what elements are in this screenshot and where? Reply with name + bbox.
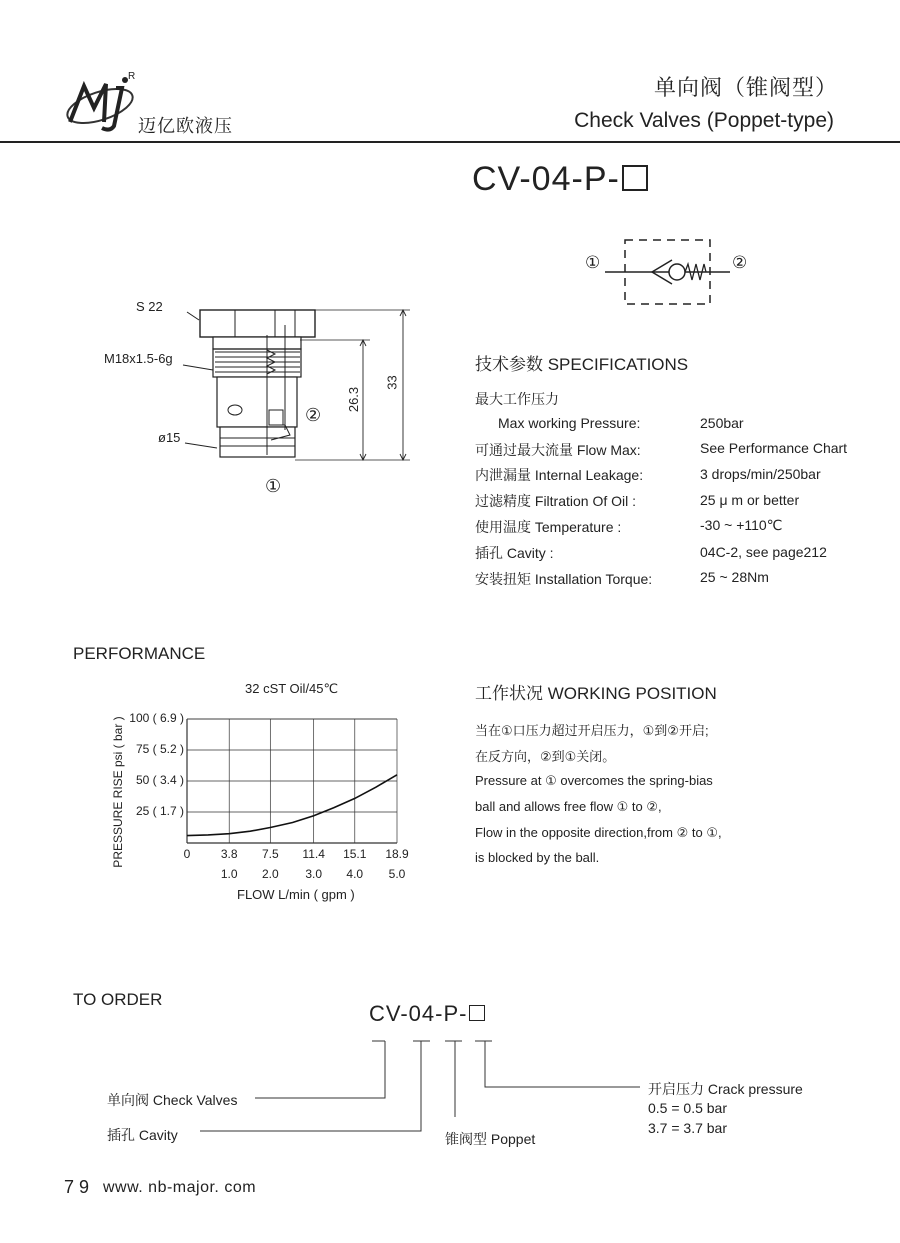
- chart-x-tick: 11.4: [302, 847, 325, 861]
- spec-value: See Performance Chart: [700, 440, 848, 456]
- performance-chart: [95, 675, 435, 910]
- company-name: 迈亿欧液压: [138, 116, 233, 136]
- logo-registered-mark: R: [128, 71, 136, 82]
- website-link[interactable]: www. nb-major. com: [103, 1179, 257, 1196]
- chart-xlabel: FLOW L/min ( gpm ): [237, 887, 355, 902]
- model-code-text: CV-04-P-: [472, 160, 620, 198]
- hydraulic-symbol: [580, 232, 760, 312]
- chart-title: 32 cST Oil/45℃: [245, 681, 339, 696]
- spec-value: 25 ~ 28Nm: [700, 569, 769, 585]
- order-cavity-label: 插孔 Cavity: [107, 1127, 178, 1143]
- dim-diameter-label: ø15: [158, 430, 181, 445]
- wp-line: Pressure at ① overcomes the spring-bias: [475, 773, 713, 788]
- chart-x-tick-gpm: 3.0: [305, 867, 322, 881]
- spec-label: 插孔 Cavity :: [475, 545, 554, 561]
- chart-y-tick: 25 ( 1.7 ): [135, 804, 184, 818]
- spec-label: 过滤精度 Filtration Of Oil :: [475, 493, 637, 509]
- header-divider: [0, 141, 900, 143]
- dim-thread-label: M18x1.5-6g: [104, 351, 173, 366]
- dim-outer-height: 33: [384, 375, 400, 390]
- order-option-box: [469, 1005, 485, 1021]
- spec-label: 安装扭矩 Installation Torque:: [475, 571, 653, 587]
- spec-value: 04C-2, see page212: [700, 544, 827, 560]
- chart-x-tick: 7.5: [261, 847, 279, 861]
- model-code: [472, 160, 648, 199]
- chart-x-tick-gpm: 2.0: [261, 867, 279, 881]
- order-poppet-label: 锥阀型 Poppet: [445, 1131, 536, 1147]
- drawing-port-1: ①: [265, 476, 282, 496]
- chart-x-tick-gpm: 5.0: [388, 867, 406, 881]
- chart-x-tick-gpm: 4.0: [346, 867, 364, 881]
- to-order-heading: TO ORDER: [73, 990, 163, 1009]
- drawing-port-2: ②: [305, 405, 322, 425]
- wp-line: Flow in the opposite direction,from ② to ①,: [475, 825, 722, 840]
- chart-y-tick: 50 ( 3.4 ): [135, 773, 184, 787]
- spec-label: 最大工作压力: [475, 391, 559, 407]
- spec-label: 内泄漏量 Internal Leakage:: [475, 467, 644, 483]
- cartridge-drawing: [95, 290, 425, 510]
- order-crack-option-1: 0.5 = 0.5 bar: [648, 1100, 728, 1116]
- page-title-en: Check Valves (Poppet-type): [574, 109, 834, 132]
- chart-x-tick: 0: [183, 847, 191, 861]
- symbol-port-2: ②: [732, 253, 748, 272]
- order-code-text: CV-04-P-: [369, 1001, 468, 1026]
- chart-y-tick: 75 ( 5.2 ): [135, 742, 184, 756]
- wp-line: 在反方向，②到①关闭。: [475, 749, 616, 764]
- order-crack-title: 开启压力 Crack pressure: [648, 1081, 803, 1097]
- order-check-valves-label: 单向阀 Check Valves: [107, 1092, 238, 1108]
- spec-value: 250bar: [700, 415, 744, 431]
- symbol-port-1: ①: [585, 253, 601, 272]
- chart-x-tick: 3.8: [220, 847, 238, 861]
- order-crack-option-2: 3.7 = 3.7 bar: [648, 1120, 728, 1136]
- dim-inner-height: 26.3: [346, 386, 362, 413]
- wp-line: 当在①口压力超过开启压力，①到②开启;: [475, 723, 709, 738]
- model-option-box: [622, 165, 648, 191]
- spec-label: 使用温度 Temperature :: [475, 519, 622, 535]
- spec-value: -30 ~ +110℃: [700, 517, 783, 533]
- chart-y-tick: 100 ( 6.9 ): [129, 711, 184, 725]
- spec-label: Max working Pressure:: [498, 415, 641, 431]
- wp-line: is blocked by the ball.: [475, 850, 600, 865]
- wp-line: ball and allows free flow ① to ②,: [475, 799, 662, 814]
- chart-x-tick: 15.1: [343, 847, 367, 861]
- dim-hex-label: S 22: [136, 299, 163, 314]
- spec-value: 3 drops/min/250bar: [700, 466, 821, 482]
- spec-value: 25 μ m or better: [700, 492, 800, 508]
- chart-series-line: [187, 775, 397, 836]
- page-number: 7 9: [64, 1177, 90, 1197]
- chart-x-tick: 18.9: [385, 847, 409, 861]
- order-code: [369, 1001, 485, 1027]
- page-title-cn: 单向阀（锥阀型）: [653, 75, 838, 100]
- chart-x-tick-gpm: 1.0: [220, 867, 238, 881]
- chart-ylabel: PRESSURE RISE psi ( bar ): [111, 716, 125, 868]
- performance-heading: PERFORMANCE: [73, 644, 206, 663]
- spec-label: 可通过最大流量 Flow Max:: [475, 442, 641, 458]
- specifications-heading: 技术参数 SPECIFICATIONS: [475, 355, 689, 374]
- working-position-heading: 工作状况 WORKING POSITION: [475, 684, 717, 703]
